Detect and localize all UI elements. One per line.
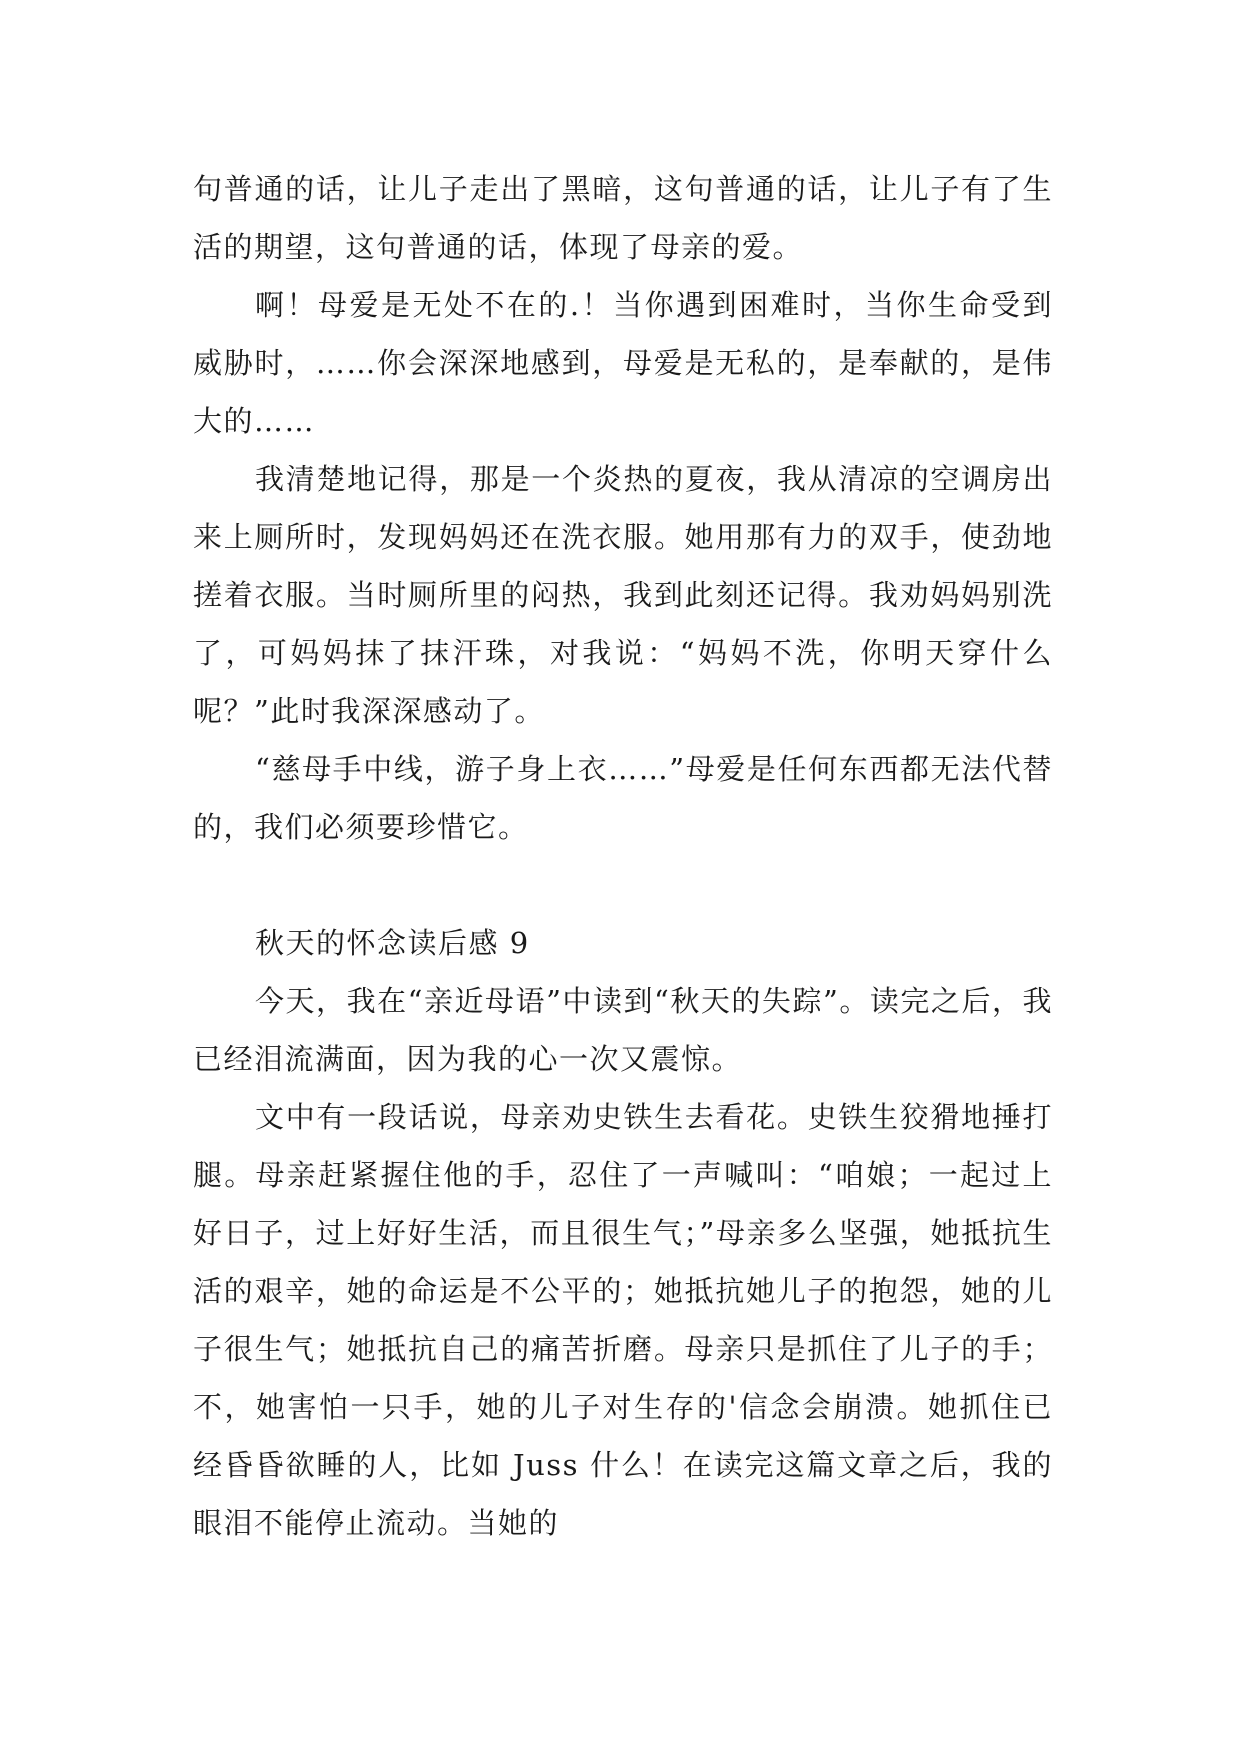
paragraph: “慈母手中线，游子身上衣……”母爱是任何东西都无法代替的，我们必须要珍惜它。 — [193, 752, 1053, 844]
paragraph: 啊！母爱是无处不在的.！当你遇到困难时，当你生命受到威胁时，……你会深深地感到，母爱是无私的，是奉献的，是伟大的…… — [193, 288, 1053, 438]
document-body — [193, 160, 1053, 1552]
section-title: 秋天的怀念读后感 9 — [255, 926, 530, 960]
paragraph-continuation: 句普通的话，让儿子走出了黑暗，这句普通的话，让儿子有了生活的期望，这句普通的话，体现了母亲的爱。 — [193, 172, 1053, 264]
paragraph: 我清楚地记得，那是一个炎热的夏夜，我从清凉的空调房出来上厕所时，发现妈妈还在洗衣服。她用那有力的双手，使劲地搓着衣服。当时厕所里的闷热，我到此刻还记得。我劝妈妈别洗了，可妈妈抹了抹汗珠，对我说：“妈妈不洗，你明天穿什么呢？”此时我深深感动了。 — [193, 462, 1053, 728]
paragraph: 今天，我在“亲近母语”中读到“秋天的失踪”。读完之后，我已经泪流满面，因为我的心一次又震惊。 — [193, 984, 1053, 1076]
paragraph: 文中有一段话说，母亲劝史铁生去看花。史铁生狡猾地捶打腿。母亲赶紧握住他的手，忍住了一声喊叫：“咱娘；一起过上好日子，过上好好生活，而且很生气；”母亲多么坚强，她抵抗生活的艰辛，她的命运是不公平的；她抵抗她儿子的抱怨，她的儿子很生气；她抵抗自己的痛苦折磨。母亲只是抓住了儿子的手；不，她害怕一只手，她的儿子对生存的'信念会崩溃。她抓住已经昏昏欲睡的人，比如 Juss 什么！在读完这篇文章之后，我的眼泪不能停止流动。当她的 — [193, 1100, 1053, 1540]
